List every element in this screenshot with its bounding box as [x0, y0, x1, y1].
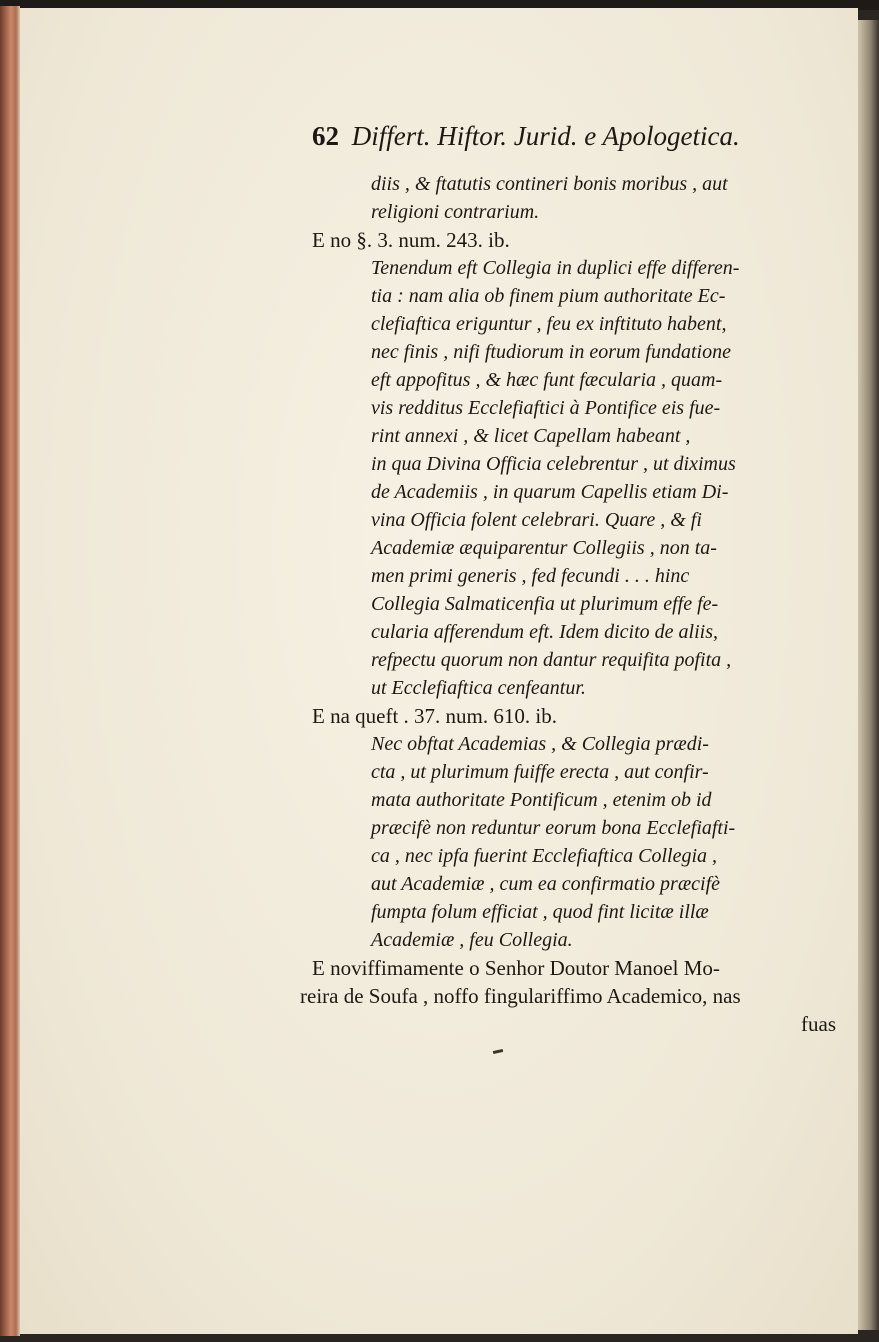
text-line: præcifè non reduntur eorum bona Ecclefiafti- — [371, 817, 736, 839]
body-line: reira de Soufa , noffo fingulariffimo Academico, nas — [300, 984, 741, 1008]
text-line: in qua Divina Officia celebrentur , ut diximus — [371, 453, 736, 475]
citation-line: E na queft . 37. num. 610. ib. — [312, 704, 557, 728]
text-line: tia : nam alia ob finem pium authoritate Ec- — [371, 285, 726, 307]
text-line: refpectu quorum non dantur requifita pofita , — [371, 649, 732, 671]
text-line: aut Academiæ , cum ea confirmatio præcifè — [371, 873, 721, 895]
catchword: fuas — [801, 1012, 836, 1036]
body-line: E noviffimamente o Senhor Doutor Manoel Mo- — [312, 956, 720, 980]
page-text — [20, 8, 858, 1334]
text-line: Academiæ æquiparentur Collegiis , non ta- — [371, 537, 717, 559]
text-line: religioni contrarium. — [371, 201, 540, 223]
book-page — [20, 8, 858, 1334]
text-line: Collegia Salmaticenfia ut plurimum effe fe- — [371, 593, 719, 615]
page-number: 62 — [312, 121, 339, 151]
running-head-title: Differt. Hiftor. Jurid. e Apologetica. — [351, 121, 740, 151]
text-line: vis redditus Ecclefiaftici à Pontifice eis fue- — [371, 397, 721, 419]
text-line: vina Officia folent celebrari. Quare , & fi — [371, 509, 702, 531]
text-line: fumpta folum efficiat , quod fint licitæ illæ — [371, 901, 709, 923]
text-line: diis , & ftatutis contineri bonis moribus , aut — [371, 173, 728, 195]
book-spine-edge — [0, 6, 20, 1336]
ink-mark — [493, 1049, 503, 1054]
text-line: ca , nec ipfa fuerint Ecclefiaftica Collegia , — [371, 845, 718, 867]
text-line: Tenendum eft Collegia in duplici effe differen- — [371, 257, 740, 279]
text-line: Nec obftat Academias , & Collegia prædi- — [371, 733, 709, 755]
citation-line: E no §. 3. num. 243. ib. — [312, 228, 510, 252]
text-line: cta , ut plurimum fuiffe erecta , aut confir- — [371, 761, 709, 783]
text-line: eft appofitus , & hæc funt fæcularia , quam- — [371, 369, 723, 391]
text-line: nec finis , nifi ftudiorum in eorum fundatione — [371, 341, 731, 363]
text-line: clefiaftica eriguntur , feu ex inftituto habent, — [371, 313, 727, 335]
text-line: de Academiis , in quarum Capellis etiam Di- — [371, 481, 729, 503]
text-line: rint annexi , & licet Capellam habeant , — [371, 425, 691, 447]
text-line: ut Ecclefiaftica cenfeantur. — [371, 677, 586, 699]
text-line: cularia afferendum eft. Idem dicito de aliis, — [371, 621, 718, 643]
text-line: mata authoritate Pontificum , etenim ob id — [371, 789, 712, 811]
text-line: men primi generis , fed fecundi . . . hinc — [371, 565, 690, 587]
text-line: Academiæ , feu Collegia. — [371, 929, 573, 951]
running-head — [312, 121, 832, 152]
